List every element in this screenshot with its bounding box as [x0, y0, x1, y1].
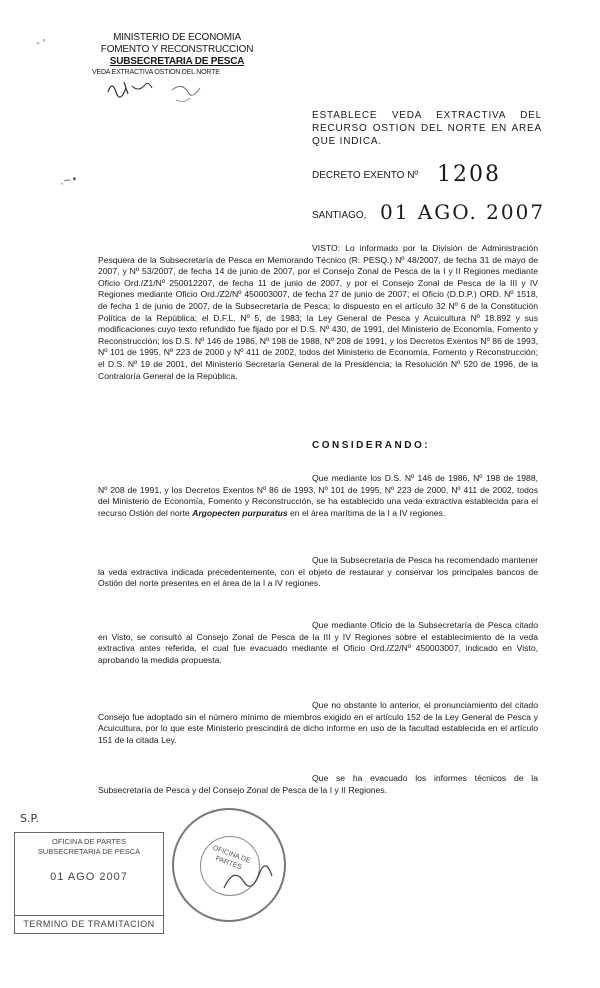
- office-stamp: [14, 832, 164, 934]
- header-line-fomento: FOMENTO Y RECONSTRUCCION: [100, 44, 254, 55]
- margin-mark-top: - ': [36, 38, 46, 49]
- stamp-line-office: OFICINA DE PARTES: [52, 837, 126, 846]
- considerando-paragraph-3: Que mediante Oficio de la Subsecretaría de Pesca citado en Visto, se consultó al Consejo Zonal de Pesca de la III y IV Regiones sobre el establecimiento de la veda extractiva antes referida, el cual fue evacuado mediante el Oficio Ord./Z2/Nº 450003007, indicado en Visto, aprobando la medida propuesta.: [98, 620, 538, 665]
- considerando-heading: CONSIDERANDO:: [312, 440, 431, 451]
- visto-lead: VISTO:: [312, 243, 341, 253]
- ministry-header: [92, 32, 262, 77]
- paragraph-1-text: Que mediante los D.S. Nº 146 de 1986, Nº 198 de 1988, Nº 208 de 1991, y los Decretos Exentos Nº 86 de 1993, Nº 101 de 1995, Nº 223 de 2000, Nº 411 de 2002, todos del Ministerio de Economía, Fomento y Reconstrucción, se ha establecido una veda extractiva establecida para el recurso Ostión del norte: [98, 473, 538, 518]
- corner-mark: S.P.: [20, 812, 39, 825]
- species-name: Argopecten purpuratus: [192, 507, 288, 518]
- stamp-date: 01 AGO 2007: [50, 871, 128, 883]
- header-line-reference: VEDA EXTRACTIVA OSTION DEL NORTE: [92, 69, 220, 76]
- header-line-subsecretaria: SUBSECRETARIA DE PESCA: [109, 56, 245, 67]
- decree-label: DECRETO EXENTO Nº: [312, 170, 419, 181]
- decree-date: 01 AGO. 2007: [380, 200, 546, 224]
- header-line-ministry: MINISTERIO DE ECONOMIA: [113, 32, 241, 43]
- paragraph-1-end: en el área marítima de la I a IV regiones.: [290, 507, 446, 518]
- stamp-footer: TERMINO DE TRAMITACION: [15, 915, 163, 933]
- stamp-line-subsecretaria: SUBSECRETARIA DE PESCA: [37, 847, 141, 856]
- decree-number: 1208: [437, 162, 501, 187]
- considerando-paragraph-2: Que la Subsecretaría de Pesca ha recomendado mantener la veda extractiva indicada precedentemente, con el objeto de restaurar y conservar los principales bancos de Ostión del norte presentes en el área de la I a IV regiones.: [98, 555, 538, 589]
- handwritten-initials-icon: [102, 78, 212, 118]
- visto-paragraph: [98, 243, 538, 382]
- considerando-paragraph-1: [98, 473, 538, 519]
- considerando-paragraph-5: Que se ha evacuado los informes técnicos de la Subsecretaría de Pesca y del Consejo Zonal de Pesca de la I y II Regiones.: [98, 773, 538, 795]
- margin-mark-side: .~∙: [59, 173, 79, 188]
- decree-title: ESTABLECE VEDA EXTRACTIVA DEL RECURSO OSTION DEL NORTE EN AREA QUE INDICA.: [312, 110, 542, 147]
- signature-icon: [220, 858, 280, 898]
- considerando-paragraph-4: Que no obstante lo anterior, el pronunciamiento del citado Consejo fue adoptado sin el número mínimo de miembros exigido en el artículo 152 de la Ley General de Pesca y Acuicultura, por lo que este Ministerio prescindirá de dicho informe en uso de la facultad establecida en el artículo 151 de la citada Ley.: [98, 700, 538, 745]
- place-label: SANTIAGO,: [312, 210, 367, 221]
- visto-text: Lo informado por la División de Administración Pesquera de la Subsecretaría de Pesca en Memorando Técnico (R. PESQ.) Nº 48/2007, de fecha 31 de mayo de 2007, y Nº 53/2007, de fecha 14 de junio de 2007, por el Consejo Zonal de Pesca de la I y II Regiones mediante Oficio Ord./Z1/Nº 250012207, de fecha 11 de junio de 2007, y por el Consejo Zonal de Pesca de la III y IV Regiones mediante Oficio Ord./Z2/Nº 450003007, de fecha 27 de junio de 2007; el Oficio (D.D.P.) ORD. Nº 1518, de fecha 1 de junio de 2007, de la Subsecretaría de Pesca; lo dispuesto en el artículo 32 Nº 6 de la Constitución Política de la República; el D.F.L. Nº 5, de 1983; la Ley General de Pesca y Acuicultura Nº 18.892 y sus modificaciones cuyo texto refundido fue fijado por el D.S. Nº 430, de 1991, del Ministerio de Economía, Fomento y Reconstrucción; los D.S. Nº 146 de 1986, Nº 198 de 1988, Nº 208 de 1991, y los Decretos Exentos Nº 86 de 1993, Nº 101 de 1995, Nº 223 de 2000 y Nº 411 de 2002, todos del Ministerio de Economía, Fomento y Reconstrucción; el D.S. Nº 19 de 2001, del Ministerio Secretaría General de la Presidencia; la Resolución Nº 520 de 1996, de la Contraloría General de la República.: [98, 243, 538, 381]
- round-stamp-text: OFICINA DE PARTES: [211, 844, 252, 872]
